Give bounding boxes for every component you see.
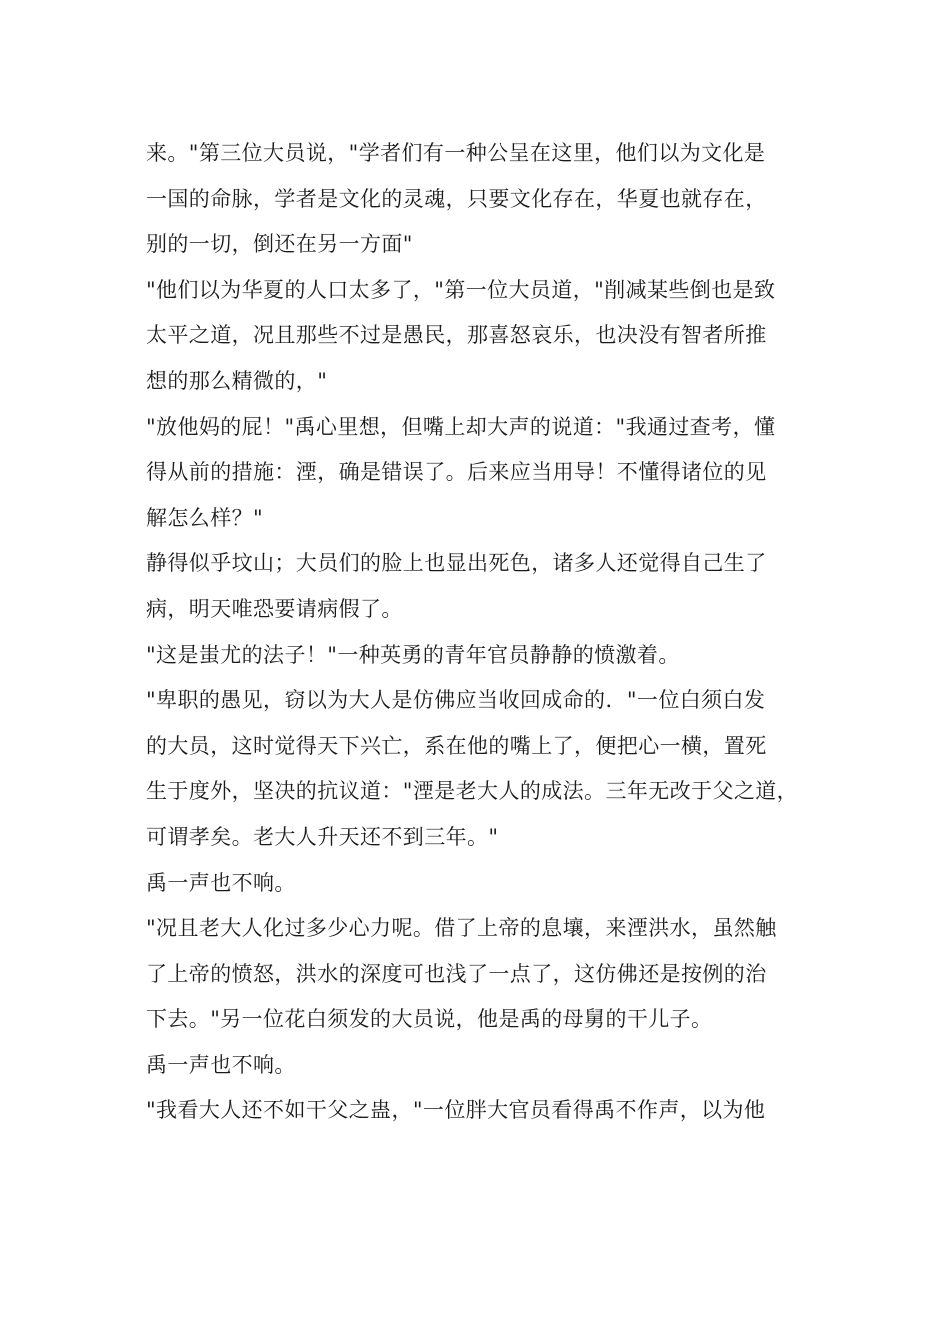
text-line: "放他妈的屁！"禹心里想，但嘴上却大声的说道："我通过查考，懂 (146, 414, 776, 439)
document-text-body (146, 131, 826, 1134)
text-line: 病，明天唯恐要请病假了。 (146, 596, 403, 621)
text-line: 禹一声也不响。 (146, 1052, 296, 1077)
text-line: 静得似乎坟山；大员们的脸上也显出死色，诸多人还觉得自己生了 (146, 551, 767, 576)
text-line: 得从前的措施：湮，确是错误了。后来应当用导！不懂得诸位的见 (146, 460, 767, 485)
text-line: 下去。"另一位花白须发的大员说，他是禹的母舅的干儿子。 (146, 1007, 713, 1032)
text-line: 的大员，这时觉得天下兴亡，系在他的嘴上了，便把心一横，置死 (146, 733, 767, 758)
text-line: 一国的命脉，学者是文化的灵魂，只要文化存在，华夏也就存在， (146, 186, 767, 211)
text-line: 来。"第三位大员说，"学者们有一种公呈在这里，他们以为文化是 (146, 141, 766, 165)
text-line: "这是蚩尤的法子！"一种英勇的青年官员静静的愤激着。 (146, 642, 680, 667)
text-line: 解怎么样？" (146, 505, 264, 530)
text-line: 可谓孝矣。老大人升天还不到三年。" (146, 824, 499, 849)
text-line: 太平之道，况且那些不过是愚民，那喜怒哀乐，也决没有智者所推 (146, 323, 767, 348)
text-line: "他们以为华夏的人口太多了，"第一位大员道，"削减某些倒也是致 (146, 277, 776, 302)
text-line: 别的一切，倒还在另一方面" (146, 232, 413, 257)
text-line: "卑职的愚见，窃以为大人是仿佛应当收回成命的．"一位白须白发 (146, 688, 766, 713)
text-line: 想的那么精微的，" (146, 368, 328, 393)
text-line: 了上帝的愤怒，洪水的深度可也浅了一点了，这仿佛还是按例的治 (146, 961, 767, 986)
text-line: "我看大人还不如干父之蛊，"一位胖大官员看得禹不作声，以为他 (146, 1098, 766, 1123)
text-line: "况且老大人化过多少心力呢。借了上帝的息壤，来湮洪水，虽然触 (146, 916, 777, 941)
text-line: 生于度外，坚决的抗议道："湮是老大人的成法。三年无改于父之道， (146, 779, 799, 804)
text-line: 禹一声也不响。 (146, 870, 296, 895)
